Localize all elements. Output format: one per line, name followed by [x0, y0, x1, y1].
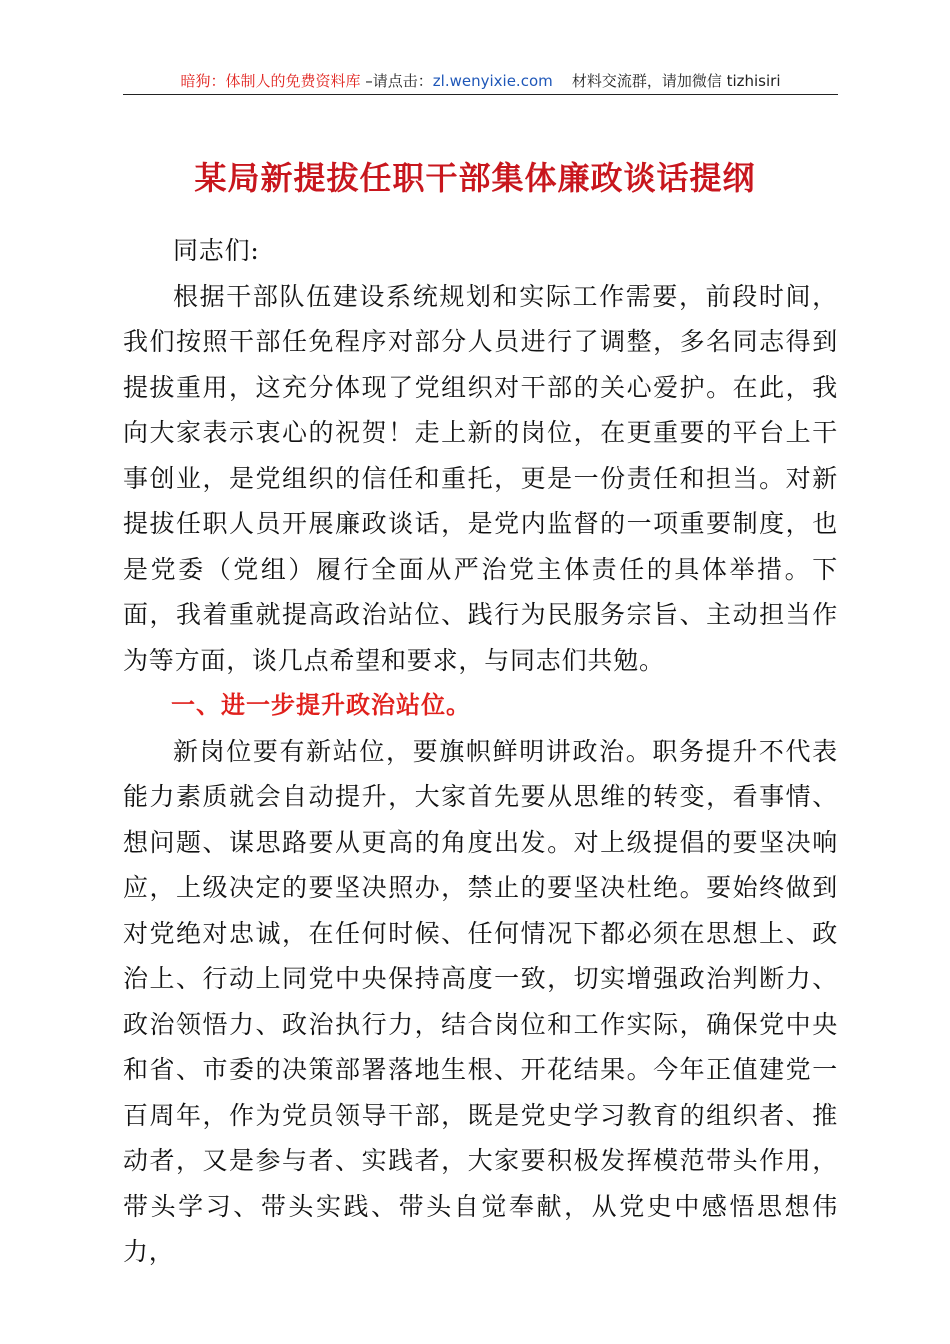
document-title: 某局新提拔任职干部集体廉政谈话提纲: [194, 159, 756, 197]
header-contact-spacer: [553, 72, 572, 90]
header-contact: 材料交流群，请加微信 tizhisiri: [571, 72, 781, 90]
header-separator: –请点击：: [360, 72, 433, 90]
page-header: [123, 68, 838, 94]
section-1-paragraph: 新岗位要有新站位，要旗帜鲜明讲政治。职务提升不代表能力素质就会自动提升，大家首先要从思维的转变，看事情、想问题、谋思路要从更高的角度出发。对上级提倡的要坚决响应，上级决定的要坚决照办，禁止的要坚决杜绝。要始终做到对党绝对忠诚，在任何时候、任何情况下都必须在思想上、政治上、行动上同党中央保持高度一致，切实增强政治判断力、政治领悟力、政治执行力，结合岗位和工作实际，确保党中央和省、市委的决策部署落地生根、开花结果。今年正值建党一百周年，作为党员领导干部，既是党史学习教育的组织者、推动者，又是参与者、实践者，大家要积极发挥模范带头作用，带头学习、带头实践、带头自觉奉献，从党史中感悟思想伟力，: [123, 736, 838, 1266]
salutation: 同志们:: [173, 236, 260, 265]
section-heading-1: 一、进一步提升政治站位。: [171, 691, 471, 719]
document-body: [123, 228, 838, 1275]
intro-paragraph: 根据干部队伍建设系统规划和实际工作需要，前段时间，我们按照干部任免程序对部分人员进行了调整，多名同志得到提拔重用，这充分体现了党组织对干部的关心爱护。在此，我向大家表示衷心的祝贺！走上新的岗位，在更重要的平台上干事创业，是党组织的信任和重托，更是一份责任和担当。对新提拔任职人员开展廉政谈话，是党内监督的一项重要制度，也是党委（党组）履行全面从严治党主体责任的具体举措。下面，我着重就提高政治站位、践行为民服务宗旨、主动担当作为等方面，谈几点希望和要求，与同志们共勉。: [123, 281, 838, 675]
header-link[interactable]: zl.wenyixie.com: [432, 72, 553, 90]
header-divider: [123, 94, 838, 95]
header-brand: 暗狗：体制人的免费资料库: [180, 72, 361, 90]
